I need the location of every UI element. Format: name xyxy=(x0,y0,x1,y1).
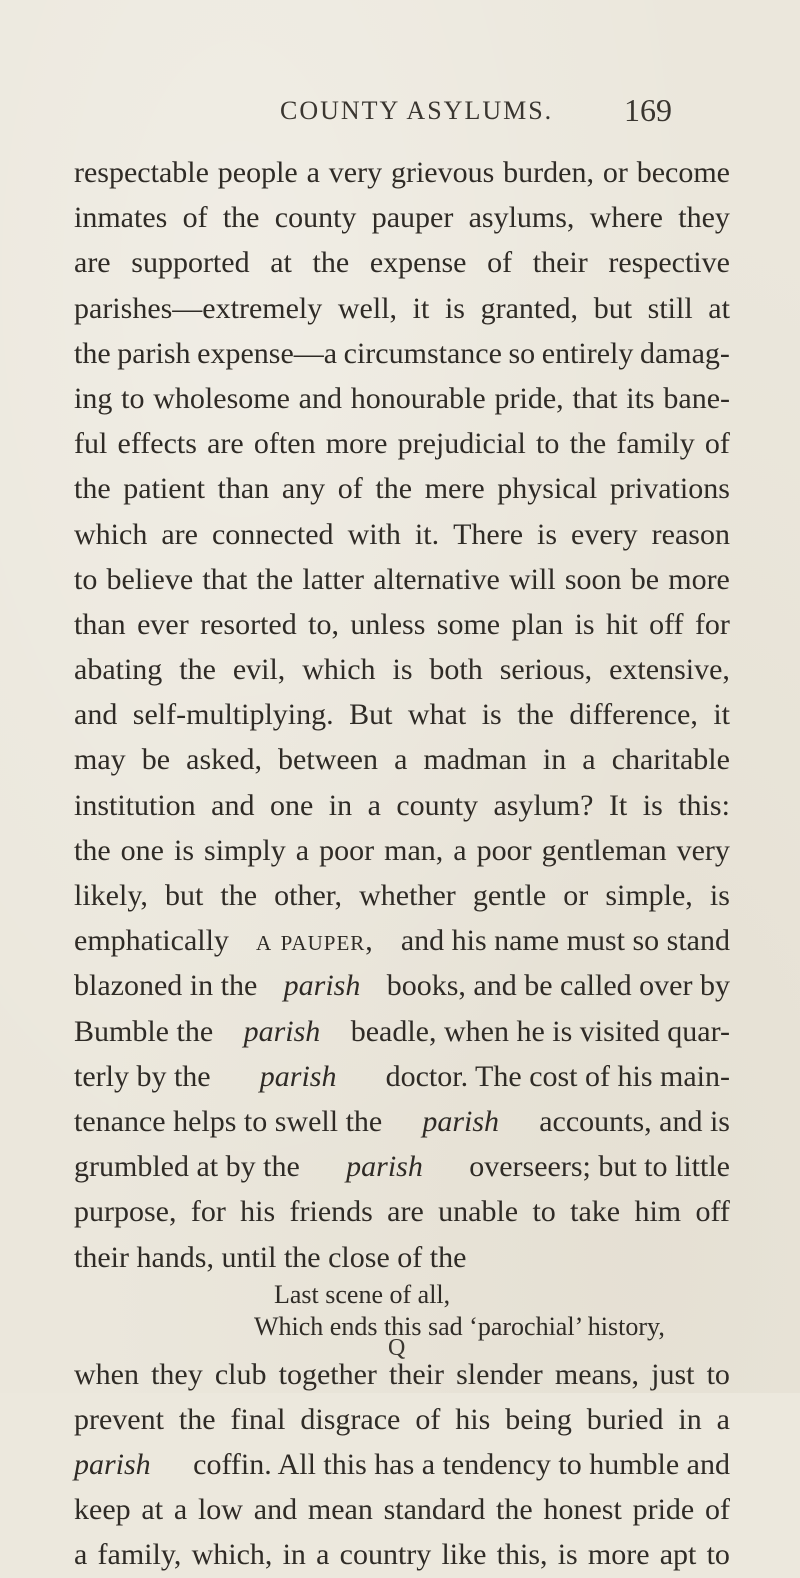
italic-word: parish xyxy=(346,1150,423,1184)
word: their xyxy=(389,1357,445,1391)
text-line xyxy=(74,828,730,873)
word: latter xyxy=(302,562,365,596)
word: simply xyxy=(204,833,286,867)
body-text xyxy=(74,150,730,1578)
word: the xyxy=(74,472,111,506)
word: the xyxy=(74,336,111,370)
word: become xyxy=(636,156,730,189)
text-line xyxy=(74,873,730,918)
word: the xyxy=(179,653,216,687)
word: very xyxy=(328,156,383,189)
word: a xyxy=(316,1538,330,1572)
word: the xyxy=(256,562,294,596)
word: it. xyxy=(414,517,440,551)
word: their xyxy=(532,246,588,280)
word: will xyxy=(508,562,556,596)
word: one xyxy=(269,788,314,822)
text-line: their hands, until the close of the xyxy=(74,1240,467,1274)
page-header xyxy=(0,92,800,132)
text-line: emphatically a pauper, and his name must so stand xyxy=(74,918,730,963)
word: his xyxy=(455,1402,491,1436)
word: plan xyxy=(511,607,564,641)
word: a xyxy=(582,743,596,777)
text-line xyxy=(74,647,730,692)
word: both xyxy=(429,653,483,687)
word: burden, xyxy=(503,156,594,189)
word: other, xyxy=(274,879,343,912)
word: family, xyxy=(97,1538,182,1572)
word: patient xyxy=(123,472,205,506)
italic-word: parish xyxy=(259,1059,337,1093)
word: family xyxy=(616,427,695,461)
word: is xyxy=(444,291,465,325)
word: it xyxy=(412,291,430,325)
word: but xyxy=(593,291,633,325)
word: at xyxy=(708,291,730,325)
word: abating xyxy=(74,653,163,687)
word: is xyxy=(537,517,558,551)
word: difference, xyxy=(569,698,698,732)
word: the xyxy=(74,833,111,867)
word: the xyxy=(222,201,260,235)
word: standard xyxy=(383,1493,486,1527)
text-line xyxy=(74,150,730,195)
word: to, xyxy=(308,607,339,641)
text-line xyxy=(74,195,730,240)
word: him xyxy=(634,1195,682,1229)
word: is xyxy=(174,833,195,867)
pauper-smallcaps: a pauper, xyxy=(256,924,374,958)
word: means, xyxy=(554,1357,640,1391)
word: which xyxy=(74,517,148,551)
word: the xyxy=(375,472,413,506)
word: wholesome xyxy=(153,381,290,415)
word: honourable xyxy=(350,381,486,415)
word: take xyxy=(570,1195,621,1229)
text-line xyxy=(74,376,730,421)
text-line xyxy=(74,240,730,285)
word: between xyxy=(278,743,378,777)
word: a xyxy=(74,1538,88,1572)
word: mere xyxy=(424,472,485,506)
word: where xyxy=(589,201,663,235)
word: when xyxy=(74,1357,139,1391)
word: But xyxy=(349,698,393,732)
word: people xyxy=(217,156,298,189)
italic-word: parish xyxy=(422,1104,500,1138)
word: the xyxy=(517,698,554,732)
word: this, xyxy=(496,1538,548,1572)
word: final xyxy=(230,1402,286,1436)
word: hit xyxy=(606,607,638,641)
word: to xyxy=(121,381,145,415)
word: poor xyxy=(476,833,532,867)
word: are xyxy=(161,517,198,551)
text-line xyxy=(74,286,730,331)
word: being xyxy=(505,1402,572,1436)
word: serious, xyxy=(499,653,593,687)
word: at xyxy=(270,246,292,280)
word: a xyxy=(295,833,310,867)
text-line: tenance helps to swell the parish accounts, and is xyxy=(74,1099,730,1144)
word: parish xyxy=(117,336,191,370)
text-line: blazoned in the parish books, and be called over by xyxy=(74,963,730,1008)
word: prejudicial xyxy=(397,427,526,461)
word: that xyxy=(202,562,248,596)
word: prevent xyxy=(74,1402,164,1436)
word: off xyxy=(649,607,684,641)
page-number: 169 xyxy=(624,92,672,128)
word: in xyxy=(328,788,353,822)
word: poor xyxy=(319,833,375,867)
word: bane- xyxy=(663,381,730,415)
word: than xyxy=(74,607,126,641)
word: pride xyxy=(632,1493,695,1527)
word: like xyxy=(441,1538,487,1572)
word: a xyxy=(173,1493,188,1527)
word: of xyxy=(487,246,513,280)
word: man, xyxy=(384,833,444,867)
verse-line: Last scene of all, xyxy=(274,1279,451,1309)
word: believe xyxy=(106,562,194,596)
word: and xyxy=(211,788,255,822)
word: every xyxy=(571,517,638,551)
word: but xyxy=(164,879,204,912)
word: they xyxy=(151,1357,203,1391)
word: soon xyxy=(564,562,622,596)
word: physical xyxy=(497,472,598,506)
word: what xyxy=(407,698,467,732)
word: entirely xyxy=(541,336,634,370)
text-line xyxy=(74,737,730,782)
word: is xyxy=(557,1538,578,1572)
word: is xyxy=(642,788,663,822)
word: alternative xyxy=(373,562,500,596)
word: is xyxy=(709,879,730,912)
text-line: terly by the parish doctor. The cost of his main- xyxy=(74,1054,730,1099)
word: simple, xyxy=(605,879,693,912)
word: charitable xyxy=(611,743,730,777)
word: asked, xyxy=(186,743,262,777)
text-line xyxy=(74,421,730,466)
word: the xyxy=(569,427,607,461)
word: of xyxy=(705,1493,730,1527)
word: of xyxy=(704,427,730,461)
word: be xyxy=(630,562,660,596)
word: to xyxy=(74,562,98,596)
word: one xyxy=(120,833,164,867)
word: expense xyxy=(369,246,467,280)
running-head: COUNTY ASYLUMS. xyxy=(280,96,554,125)
word: likely, xyxy=(74,879,148,912)
word: unable xyxy=(438,1195,519,1229)
word: more xyxy=(325,427,388,461)
word: are xyxy=(387,1195,424,1229)
word: circumstance xyxy=(343,336,502,370)
word: It xyxy=(608,788,628,822)
word: which xyxy=(302,653,376,687)
word: mean xyxy=(307,1493,373,1527)
word: than xyxy=(217,472,270,506)
word: its xyxy=(626,381,655,415)
word: for xyxy=(694,607,730,641)
word: expense—a xyxy=(197,336,338,370)
word: institution xyxy=(74,788,196,822)
word: parishes—extremely xyxy=(74,291,323,325)
word: a xyxy=(453,833,467,867)
word: ing xyxy=(74,381,113,415)
word: very xyxy=(676,833,730,867)
text-line xyxy=(74,602,730,647)
word: friends xyxy=(289,1195,373,1229)
word: extensive, xyxy=(609,653,730,687)
word: that xyxy=(572,381,618,415)
text-line: grumbled at by the parish overseers; but to little xyxy=(74,1144,730,1189)
word: just xyxy=(651,1357,695,1391)
word: are xyxy=(207,427,244,461)
word: privations xyxy=(609,472,730,506)
word: resorted xyxy=(200,607,297,641)
word: in xyxy=(542,743,567,777)
word: a xyxy=(716,1402,730,1436)
word: respectable xyxy=(74,156,209,189)
word: to xyxy=(706,1357,730,1391)
word: slender xyxy=(456,1357,543,1391)
word: inmates xyxy=(74,201,168,235)
word: respective xyxy=(608,246,730,280)
word: gentle xyxy=(472,879,547,912)
word: and xyxy=(253,1493,298,1527)
word: it xyxy=(713,698,730,732)
italic-word: parish xyxy=(283,969,361,1003)
word: the xyxy=(178,1402,216,1436)
word: for xyxy=(190,1195,226,1229)
text-line xyxy=(74,466,730,511)
word: grievous xyxy=(390,156,495,189)
word: unless xyxy=(350,607,426,641)
word: may xyxy=(74,743,126,777)
word: to xyxy=(706,1538,730,1572)
text-line xyxy=(74,557,730,602)
word: reason xyxy=(651,517,730,551)
word: connected xyxy=(211,517,334,551)
word: club xyxy=(214,1357,267,1391)
word: any xyxy=(281,472,326,506)
word: be xyxy=(141,743,171,777)
text-line: Bumble the parish beadle, when he is visited quar- xyxy=(74,1009,730,1054)
word: There xyxy=(453,517,524,551)
word: buried xyxy=(586,1402,664,1436)
word: keep xyxy=(74,1493,131,1527)
text-line xyxy=(74,1397,730,1442)
word: asylum? xyxy=(493,788,594,822)
word: pauper xyxy=(371,201,454,235)
word: of xyxy=(337,472,363,506)
word: or xyxy=(602,156,628,189)
word: supported xyxy=(131,246,250,280)
word: they xyxy=(678,201,730,235)
word: honest xyxy=(543,1493,622,1527)
word: purpose, xyxy=(74,1195,177,1229)
word: and xyxy=(74,698,118,732)
word: his xyxy=(240,1195,276,1229)
word: with xyxy=(347,517,401,551)
word: or xyxy=(563,879,589,912)
word: more xyxy=(668,562,730,596)
word: whether xyxy=(359,879,456,912)
word: off xyxy=(695,1195,730,1229)
word: county xyxy=(396,788,479,822)
word: is xyxy=(392,653,413,687)
word: a xyxy=(394,743,408,777)
word: county xyxy=(274,201,357,235)
italic-word: parish xyxy=(74,1448,151,1482)
word: in xyxy=(282,1538,306,1572)
verse-line: Which ends this sad ‘parochial’ history, xyxy=(254,1311,665,1341)
word: madman xyxy=(423,743,527,777)
word: some xyxy=(436,607,501,641)
word: disgrace xyxy=(300,1402,401,1436)
word: damag- xyxy=(639,336,730,370)
word: ever xyxy=(137,607,189,641)
word: pride, xyxy=(494,381,564,415)
word: are xyxy=(74,246,111,280)
text-line xyxy=(74,1532,730,1577)
word: gentleman xyxy=(541,833,667,867)
signature-mark: Q xyxy=(388,1335,406,1361)
word: often xyxy=(253,427,316,461)
word: asylums, xyxy=(468,201,575,235)
word: the xyxy=(312,246,350,280)
word: evil, xyxy=(232,653,286,687)
word: the xyxy=(496,1493,533,1527)
word: self-multiplying. xyxy=(132,698,334,732)
text-line xyxy=(74,783,730,828)
word: in xyxy=(678,1402,702,1436)
word: apt xyxy=(659,1538,697,1572)
word: is xyxy=(574,607,595,641)
word: is xyxy=(481,698,502,732)
word: still xyxy=(647,291,693,325)
word: country xyxy=(339,1538,432,1572)
word: of xyxy=(182,201,208,235)
word: this: xyxy=(678,788,730,822)
word: to xyxy=(536,427,560,461)
word: so xyxy=(508,336,536,370)
italic-word: parish xyxy=(243,1014,321,1048)
word: to xyxy=(532,1195,556,1229)
word: of xyxy=(415,1402,441,1436)
word: together xyxy=(278,1357,377,1391)
text-line xyxy=(74,331,730,376)
text-line xyxy=(74,692,730,737)
word: and xyxy=(298,381,342,415)
word: a xyxy=(306,156,320,189)
word: at xyxy=(141,1493,164,1527)
text-line xyxy=(74,1487,730,1532)
word: well, xyxy=(337,291,398,325)
word: the xyxy=(220,879,258,912)
text-line xyxy=(74,1189,730,1234)
word: more xyxy=(587,1538,650,1572)
word: which, xyxy=(191,1538,273,1572)
word: a xyxy=(367,788,381,822)
word: granted, xyxy=(480,291,579,325)
word: ful xyxy=(74,427,108,461)
word: effects xyxy=(117,427,197,461)
word: low xyxy=(197,1493,243,1527)
text-line: parish coffin. All this has a tendency to humble and xyxy=(74,1442,730,1487)
text-line xyxy=(74,512,730,557)
